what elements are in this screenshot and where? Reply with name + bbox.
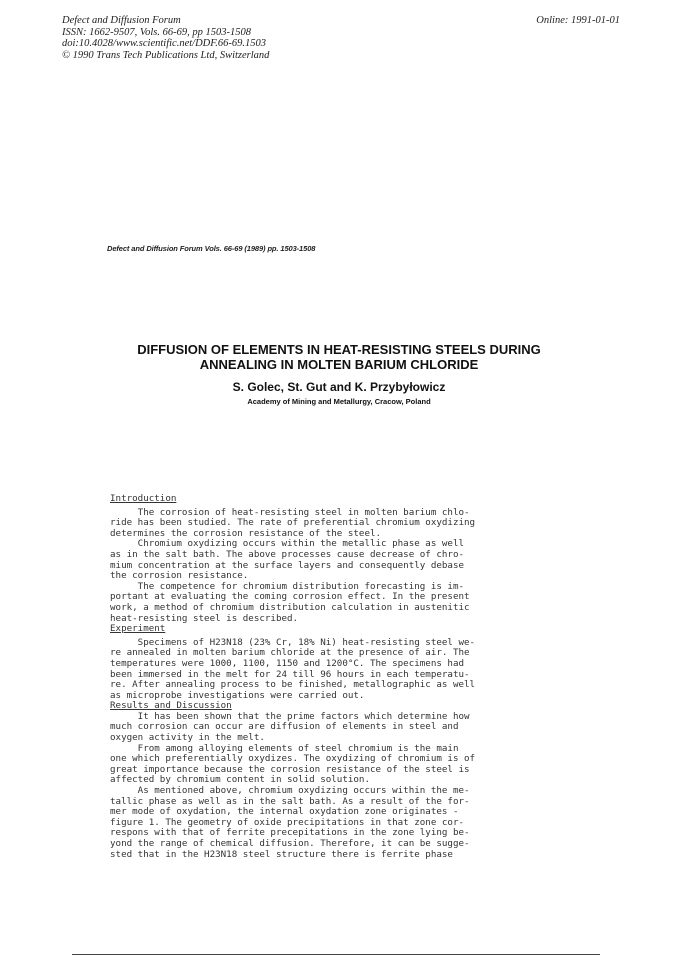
- publication-meta: [62, 15, 269, 61]
- title-line: DIFFUSION OF ELEMENTS IN HEAT-RESISTING STEELS DURING: [137, 342, 541, 357]
- text-line: mer mode of oxydation, the internal oxydation zone originates -: [110, 806, 459, 818]
- text-line: one which preferentially oxydizes. The oxydizing of chromium is of: [110, 753, 476, 765]
- meta-issn: ISSN: 1662-9507, Vols. 66-69, pp 1503-1508: [62, 26, 251, 38]
- paper-title: [100, 343, 578, 372]
- text-line: temperatures were 1000, 1100, 1150 and 1200°C. The specimens had: [110, 657, 465, 669]
- text-line: Chromium oxydizing occurs within the metallic phase as well: [110, 538, 465, 550]
- text-line: the corrosion resistance.: [110, 570, 249, 582]
- meta-copyright: © 1990 Trans Tech Publications Ltd, Switzerland: [62, 49, 270, 61]
- section-heading-introduction: Introduction: [110, 493, 177, 504]
- introduction-text: [110, 508, 550, 625]
- experiment-text: [110, 638, 550, 702]
- authors: S. Golec, St. Gut and K. Przybyłowicz: [232, 380, 446, 394]
- text-line: mium concentration at the surface layers and consequently debase: [110, 559, 465, 571]
- text-line: The competence for chromium distribution forecasting is im-: [110, 580, 465, 592]
- text-line: re. After annealing process to be finished, metallographic as well: [110, 679, 476, 691]
- text-line: It has been shown that the prime factors which determine how: [110, 710, 470, 722]
- text-line: Specimens of H23N18 (23% Cr, 18% Ni) heat-resisting steel we-: [110, 636, 476, 648]
- text-line: great importance because the corrosion resistance of the steel is: [110, 763, 470, 775]
- text-line: determines the corrosion resistance of the steel.: [110, 527, 382, 539]
- text-line: much corrosion can occur are diffusion of elements in steel and: [110, 721, 459, 733]
- journal-reference: Defect and Diffusion Forum Vols. 66-69 (1989) pp. 1503-1508: [107, 244, 316, 253]
- text-line: ride has been studied. The rate of preferential chromium oxydizing: [110, 517, 476, 529]
- text-line: From among alloying elements of steel chromium is the main: [110, 742, 459, 754]
- results-text: [110, 712, 550, 860]
- text-line: as in the salt bath. The above processes cause decrease of chro-: [110, 548, 465, 560]
- online-date: Online: 1991-01-01: [536, 15, 620, 26]
- text-line: The corrosion of heat-resisting steel in molten barium chlo-: [110, 506, 470, 518]
- footer-rule: [72, 954, 600, 955]
- text-line: As mentioned above, chromium oxydizing occurs within the me-: [110, 785, 470, 797]
- text-line: yond the range of chemical diffusion. Therefore, it can be sugge-: [110, 838, 470, 849]
- text-line: portant at evaluating the coming corrosion effect. In the present: [110, 591, 470, 603]
- section-heading-experiment: Experiment: [110, 623, 166, 635]
- meta-journal-name: Defect and Diffusion Forum: [62, 15, 181, 26]
- text-line: respons with that of ferrite precepitations in the zone lying be-: [110, 827, 470, 839]
- title-line: ANNEALING IN MOLTEN BARIUM CHLORIDE: [199, 356, 479, 372]
- text-line: work, a method of chromium distribution calculation in austenitic: [110, 601, 470, 613]
- text-line: as microprobe investigations were carried out.: [110, 689, 365, 701]
- meta-doi[interactable]: doi:10.4028/www.scientific.net/DDF.66-69.1503: [62, 38, 267, 49]
- section-heading-results: Results and Discussion: [110, 700, 232, 712]
- text-line: tallic phase as well as in the salt bath. As a result of the for-: [110, 795, 470, 807]
- text-line: heat-resisting steel is described.: [110, 612, 299, 624]
- text-line: oxygen activity in the melt.: [110, 732, 265, 744]
- body-text: [110, 494, 550, 860]
- text-line: been immersed in the melt for 24 till 96 hours in each temperatu-: [110, 668, 470, 680]
- text-line: affected by chromium content in solid solution.: [110, 774, 370, 786]
- text-line: re annealed in molten barium chloride at the presence of air. The: [110, 647, 470, 659]
- text-line: figure 1. The geometry of oxide precipitations in that zone cor-: [110, 816, 465, 828]
- text-line: sted that in the H23N18 steel structure there is ferrite phase: [110, 848, 453, 860]
- affiliation: Academy of Mining and Metallurgy, Cracow, Poland: [247, 397, 431, 406]
